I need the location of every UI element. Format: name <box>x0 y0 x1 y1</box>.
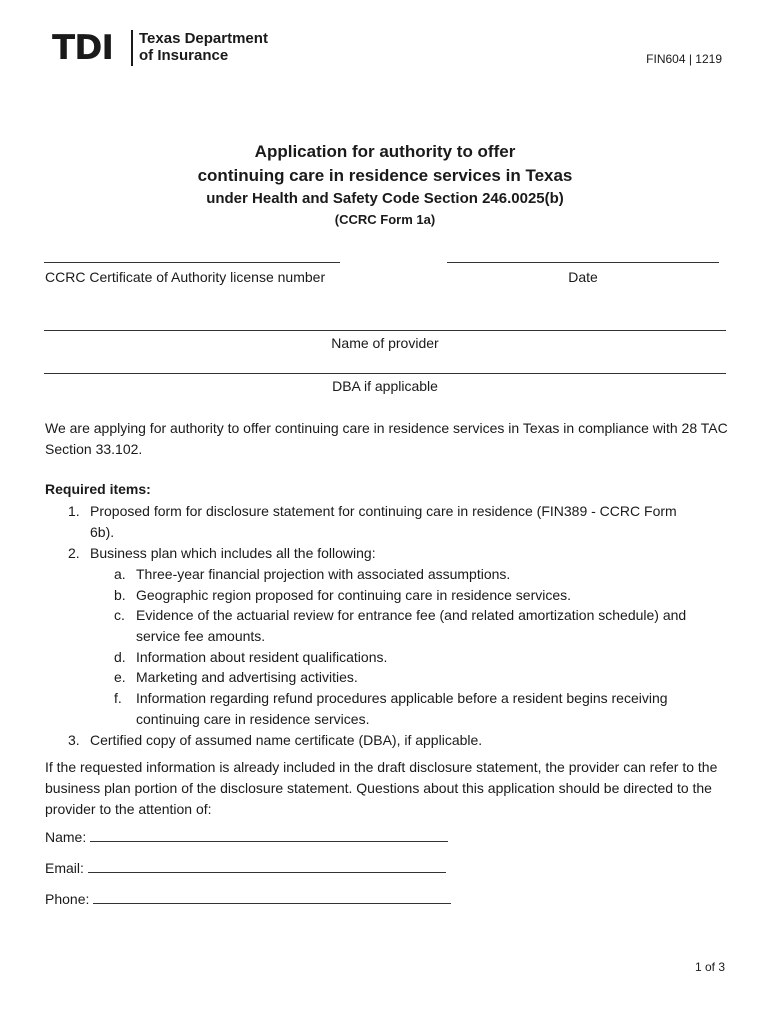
sub-item-text-cont: continuing care in residence services. <box>136 710 370 727</box>
sub-item-letter: b. <box>114 587 126 603</box>
sub-list-item <box>114 667 734 688</box>
logo-text <box>139 30 268 64</box>
logo-line-2: of Insurance <box>139 47 229 64</box>
date-line[interactable] <box>447 262 719 263</box>
contact-phone-row <box>45 889 451 907</box>
name-field[interactable] <box>90 827 448 842</box>
name-label: Name: <box>45 829 87 845</box>
sub-item-text: Three-year financial projection with associated assumptions. <box>136 566 511 582</box>
date-label: Date <box>568 269 598 285</box>
page-number: 1 of 3 <box>694 960 725 974</box>
item-text: Business plan which includes all the following: <box>90 545 376 561</box>
tdi-logo: TDI <box>52 28 114 68</box>
list-item <box>68 730 728 751</box>
item-number: 3. <box>68 732 80 748</box>
sub-list-item <box>114 605 734 647</box>
list-item <box>68 501 728 543</box>
item-number: 1. <box>68 503 80 519</box>
sub-item-letter: c. <box>114 607 125 623</box>
sub-item-text: Marketing and advertising activities. <box>136 669 358 685</box>
phone-label: Phone: <box>45 891 90 907</box>
logo-line-1: Texas Department <box>139 30 268 47</box>
item-text: Proposed form for disclosure statement for continuing care in residence (FIN389 - CCRC Form <box>90 503 677 519</box>
sub-list-item <box>114 647 734 668</box>
sub-item-letter: a. <box>114 566 126 582</box>
sub-item-text: Evidence of the actuarial review for entrance fee (and related amortization schedule) and <box>136 607 687 623</box>
item-text: Certified copy of assumed name certificate (DBA), if applicable. <box>90 732 483 748</box>
phone-field[interactable] <box>93 889 451 904</box>
title-line-4: (CCRC Form 1a) <box>334 212 436 227</box>
item-number: 2. <box>68 545 80 561</box>
email-label: Email: <box>45 860 84 876</box>
sub-list-item <box>114 585 734 606</box>
title-line-2: continuing care in residence services in Texas <box>197 166 573 185</box>
contact-email-row <box>45 858 446 876</box>
required-items-heading: Required items: <box>45 481 151 497</box>
sub-item-letter: d. <box>114 649 126 665</box>
sub-item-text: Information about resident qualifications. <box>136 649 388 665</box>
provider-name-label: Name of provider <box>331 335 439 351</box>
title-line-3: under Health and Safety Code Section 246.0025(b) <box>206 190 564 207</box>
dba-label: DBA if applicable <box>332 378 438 394</box>
sub-list-item <box>114 564 734 585</box>
sub-item-letter: e. <box>114 669 126 685</box>
sub-item-text: Information regarding refund procedures applicable before a resident begins receiving <box>136 690 668 706</box>
sub-list-item <box>114 688 734 730</box>
license-number-line[interactable] <box>44 262 340 263</box>
sub-item-letter: f. <box>114 690 122 706</box>
dba-line[interactable] <box>44 373 726 374</box>
closing-paragraph: If the requested information is already included in the draft disclosure statement, the provider can refer to the business plan portion of the disclosure statement. Questions about this application should be directed to the provider to the attention of: <box>45 759 718 817</box>
logo-divider <box>131 30 133 66</box>
item-text-cont: 6b). <box>90 523 115 540</box>
intro-paragraph: We are applying for authority to offer continuing care in residence services in Texas in compliance with 28 TAC Section 33.102. <box>45 420 728 457</box>
title-line-1: Application for authority to offer <box>254 142 516 161</box>
provider-name-line[interactable] <box>44 330 726 331</box>
sub-item-text-cont: service fee amounts. <box>136 627 266 644</box>
license-number-label: CCRC Certificate of Authority license number <box>45 269 326 285</box>
form-code: FIN604 | 1219 <box>646 52 722 66</box>
email-field[interactable] <box>88 858 446 873</box>
list-item <box>68 543 728 564</box>
contact-name-row <box>45 827 448 845</box>
sub-item-text: Geographic region proposed for continuing care in residence services. <box>136 587 572 603</box>
